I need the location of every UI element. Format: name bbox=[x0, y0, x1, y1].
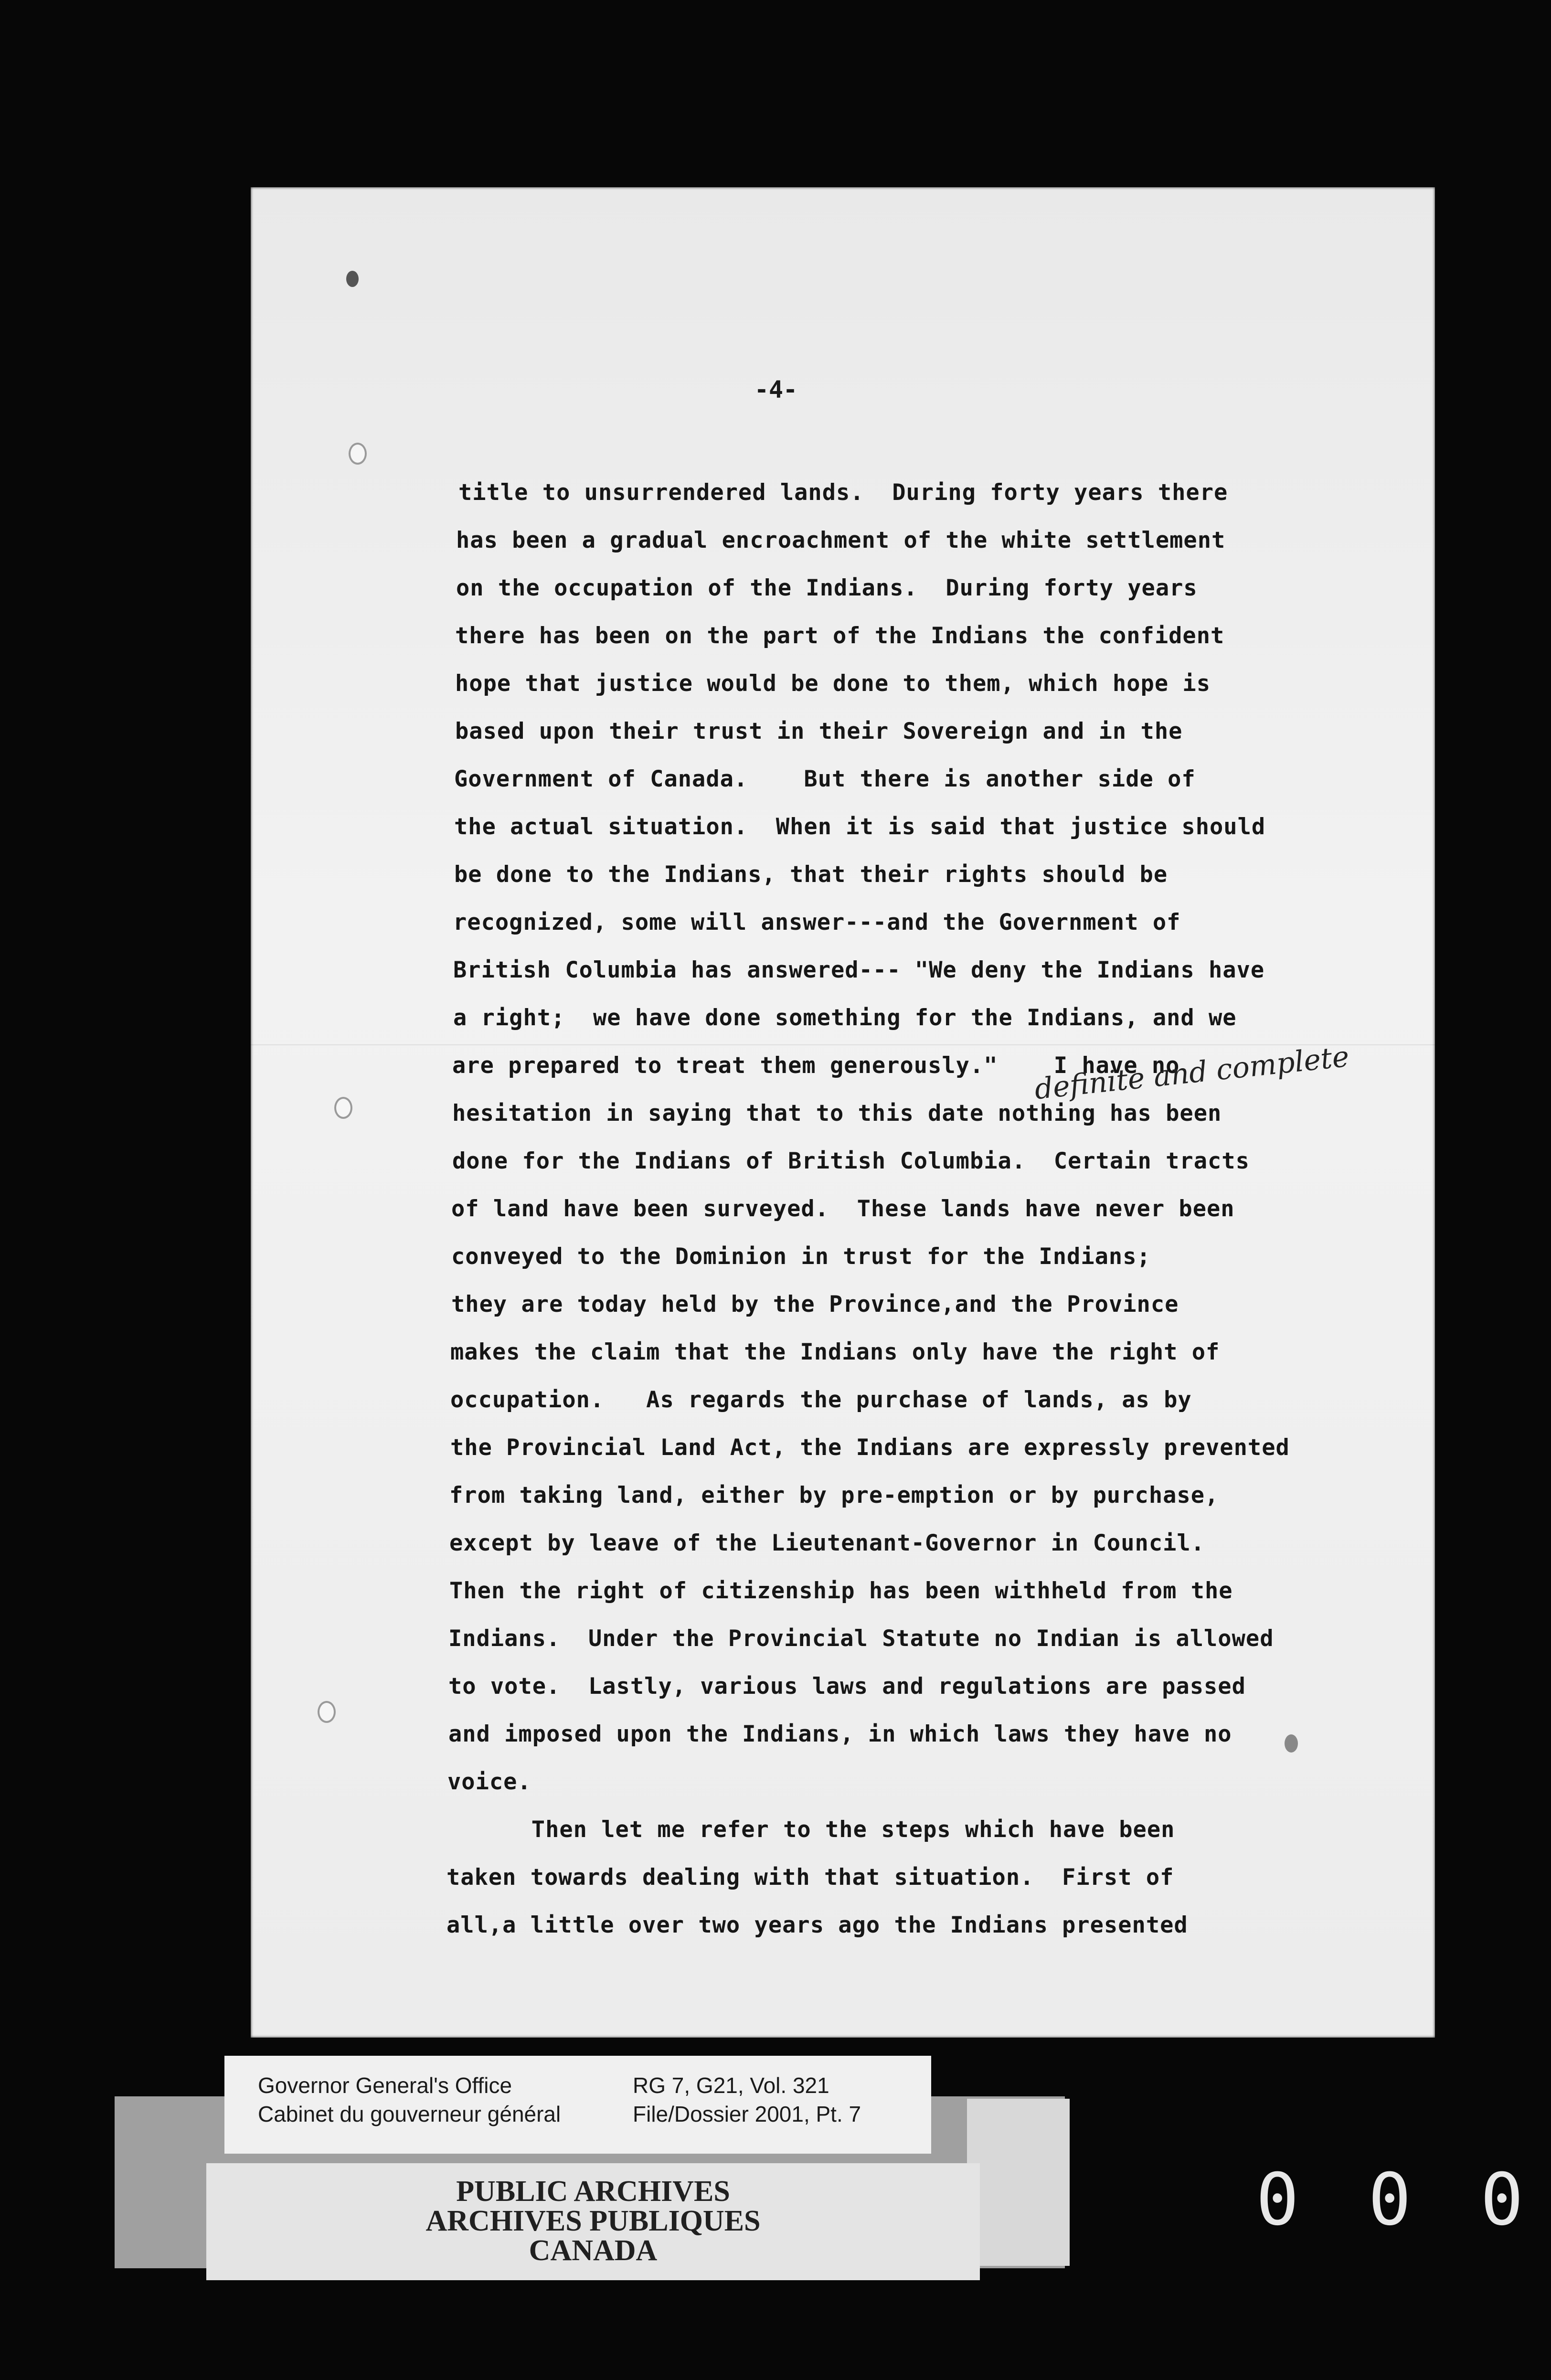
text-line: voice. bbox=[447, 1769, 531, 1795]
text-line: Then let me refer to the steps which have been bbox=[447, 1817, 1175, 1843]
handwritten-annotation: definite and complete bbox=[1033, 1040, 1351, 1106]
archive-label-strip-edge bbox=[967, 2099, 1070, 2266]
text-line: Then the right of citizenship has been withheld from the bbox=[449, 1578, 1233, 1604]
text-line: makes the claim that the Indians only have the right of bbox=[450, 1339, 1220, 1365]
text-line: hope that justice would be done to them, which hope is bbox=[455, 670, 1211, 697]
punch-hole bbox=[318, 1701, 336, 1723]
frame-counter-digit: 0 bbox=[1480, 2158, 1524, 2242]
frame-counter-digit: 0 bbox=[1368, 2158, 1412, 2242]
text-line: the actual situation. When it is said that justice should bbox=[454, 814, 1266, 840]
frame-counter-digit: 0 bbox=[1256, 2158, 1299, 2242]
office-fr: Cabinet du gouverneur général bbox=[258, 2102, 561, 2126]
reference-card bbox=[224, 2056, 931, 2154]
punch-hole bbox=[349, 443, 367, 465]
text-line: has been a gradual encroachment of the white settlement bbox=[456, 527, 1226, 553]
text-line: and imposed upon the Indians, in which laws they have no bbox=[448, 1721, 1232, 1747]
text-line: of land have been surveyed. These lands have never been bbox=[451, 1196, 1235, 1222]
page-number: -4- bbox=[754, 376, 798, 404]
office-en: Governor General's Office bbox=[258, 2073, 512, 2098]
archives-stamp bbox=[206, 2163, 980, 2280]
text-line: British Columbia has answered--- "We deny the Indians have bbox=[453, 957, 1265, 983]
text-line: done for the Indians of British Columbia. Certain tracts bbox=[452, 1148, 1250, 1174]
paper-mark bbox=[1285, 1734, 1298, 1753]
text-line: to vote. Lastly, various laws and regulations are passed bbox=[448, 1673, 1246, 1700]
text-line: recognized, some will answer---and the Government of bbox=[453, 909, 1181, 935]
text-line: there has been on the part of the Indians the confident bbox=[455, 623, 1225, 649]
text-line: a right; we have done something for the Indians, and we bbox=[453, 1005, 1237, 1031]
page-fold-line bbox=[251, 1044, 1435, 1045]
text-line: conveyed to the Dominion in trust for the Indians; bbox=[451, 1243, 1151, 1270]
text-line: except by leave of the Lieutenant-Governor in Council. bbox=[449, 1530, 1205, 1556]
text-line: they are today held by the Province,and the Province bbox=[451, 1291, 1179, 1318]
text-line: are prepared to treat them generously." I have no bbox=[452, 1052, 1180, 1079]
text-line: hesitation in saying that to this date nothing has been bbox=[452, 1100, 1222, 1126]
text-line: be done to the Indians, that their rights should be bbox=[454, 861, 1168, 888]
text-line: taken towards dealing with that situation. First of bbox=[446, 1864, 1174, 1891]
archives-line-1: PUBLIC ARCHIVES bbox=[456, 2175, 730, 2208]
text-line: occupation. As regards the purchase of lands, as by bbox=[450, 1387, 1192, 1413]
text-line: all,a little over two years ago the Indians presented bbox=[446, 1912, 1188, 1938]
record-group: RG 7, G21, Vol. 321 bbox=[633, 2073, 829, 2098]
text-line: on the occupation of the Indians. During forty years bbox=[456, 575, 1198, 601]
archives-line-2: ARCHIVES PUBLIQUES bbox=[425, 2205, 761, 2237]
text-line: the Provincial Land Act, the Indians are expressly prevented bbox=[450, 1434, 1290, 1461]
text-line: Government of Canada. But there is another side of bbox=[454, 766, 1196, 792]
archives-line-3: CANADA bbox=[529, 2234, 658, 2267]
document-page bbox=[251, 187, 1435, 2038]
file-dossier: File/Dossier 2001, Pt. 7 bbox=[633, 2102, 861, 2126]
text-line: title to unsurrendered lands. During forty years there bbox=[458, 479, 1228, 506]
paper-mark bbox=[346, 271, 359, 287]
text-line: from taking land, either by pre-emption or by purchase, bbox=[449, 1482, 1219, 1509]
text-line: Indians. Under the Provincial Statute no Indian is allowed bbox=[448, 1626, 1274, 1652]
punch-hole bbox=[334, 1097, 352, 1119]
text-line: based upon their trust in their Sovereign and in the bbox=[455, 718, 1183, 744]
